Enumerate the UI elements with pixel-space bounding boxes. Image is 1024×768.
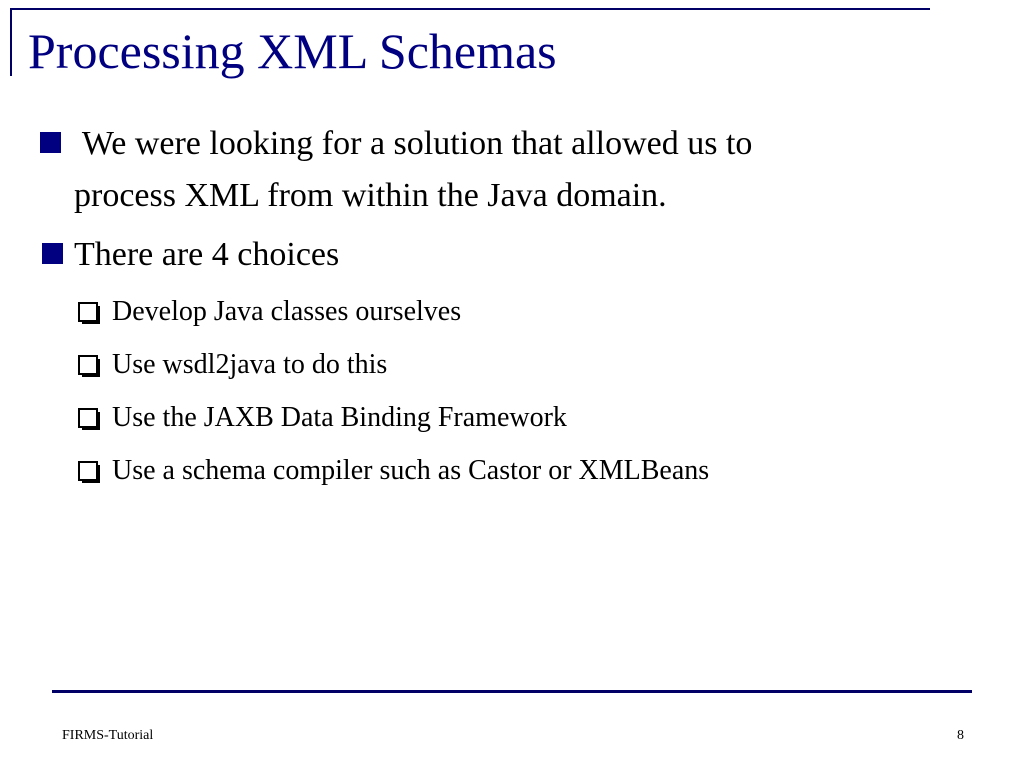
checkbox-icon [78, 355, 102, 379]
footer-label: FIRMS-Tutorial [62, 728, 154, 743]
filled-square-icon [40, 132, 61, 153]
bullet-1-line-2: process XML from within the Java domain. [74, 177, 667, 214]
checkbox-icon [78, 302, 102, 326]
checkbox-icon [78, 408, 102, 432]
bullet-1-line-1: We were looking for a solution that allowed us to [74, 125, 753, 162]
page-number: 8 [957, 728, 964, 743]
footer-rule [52, 690, 972, 693]
sub-bullet-1-text: Develop Java classes ourselves [112, 296, 462, 327]
checkbox-icon [78, 461, 102, 485]
bullet-item-1 [74, 118, 752, 222]
bullet-2-line-1: There are 4 choices [74, 236, 340, 273]
sub-bullet-2-text: Use wsdl2java to do this [112, 349, 388, 380]
sub-bullet-3-text: Use the JAXB Data Binding Framework [112, 402, 567, 433]
title-frame-top-rule [10, 8, 930, 10]
slide-title: Processing XML Schemas [28, 23, 557, 79]
title-frame-left-rule [10, 8, 12, 76]
bullet-item-2 [74, 229, 339, 281]
filled-square-icon [42, 243, 63, 264]
sub-bullet-4-text: Use a schema compiler such as Castor or XMLBeans [112, 455, 710, 486]
